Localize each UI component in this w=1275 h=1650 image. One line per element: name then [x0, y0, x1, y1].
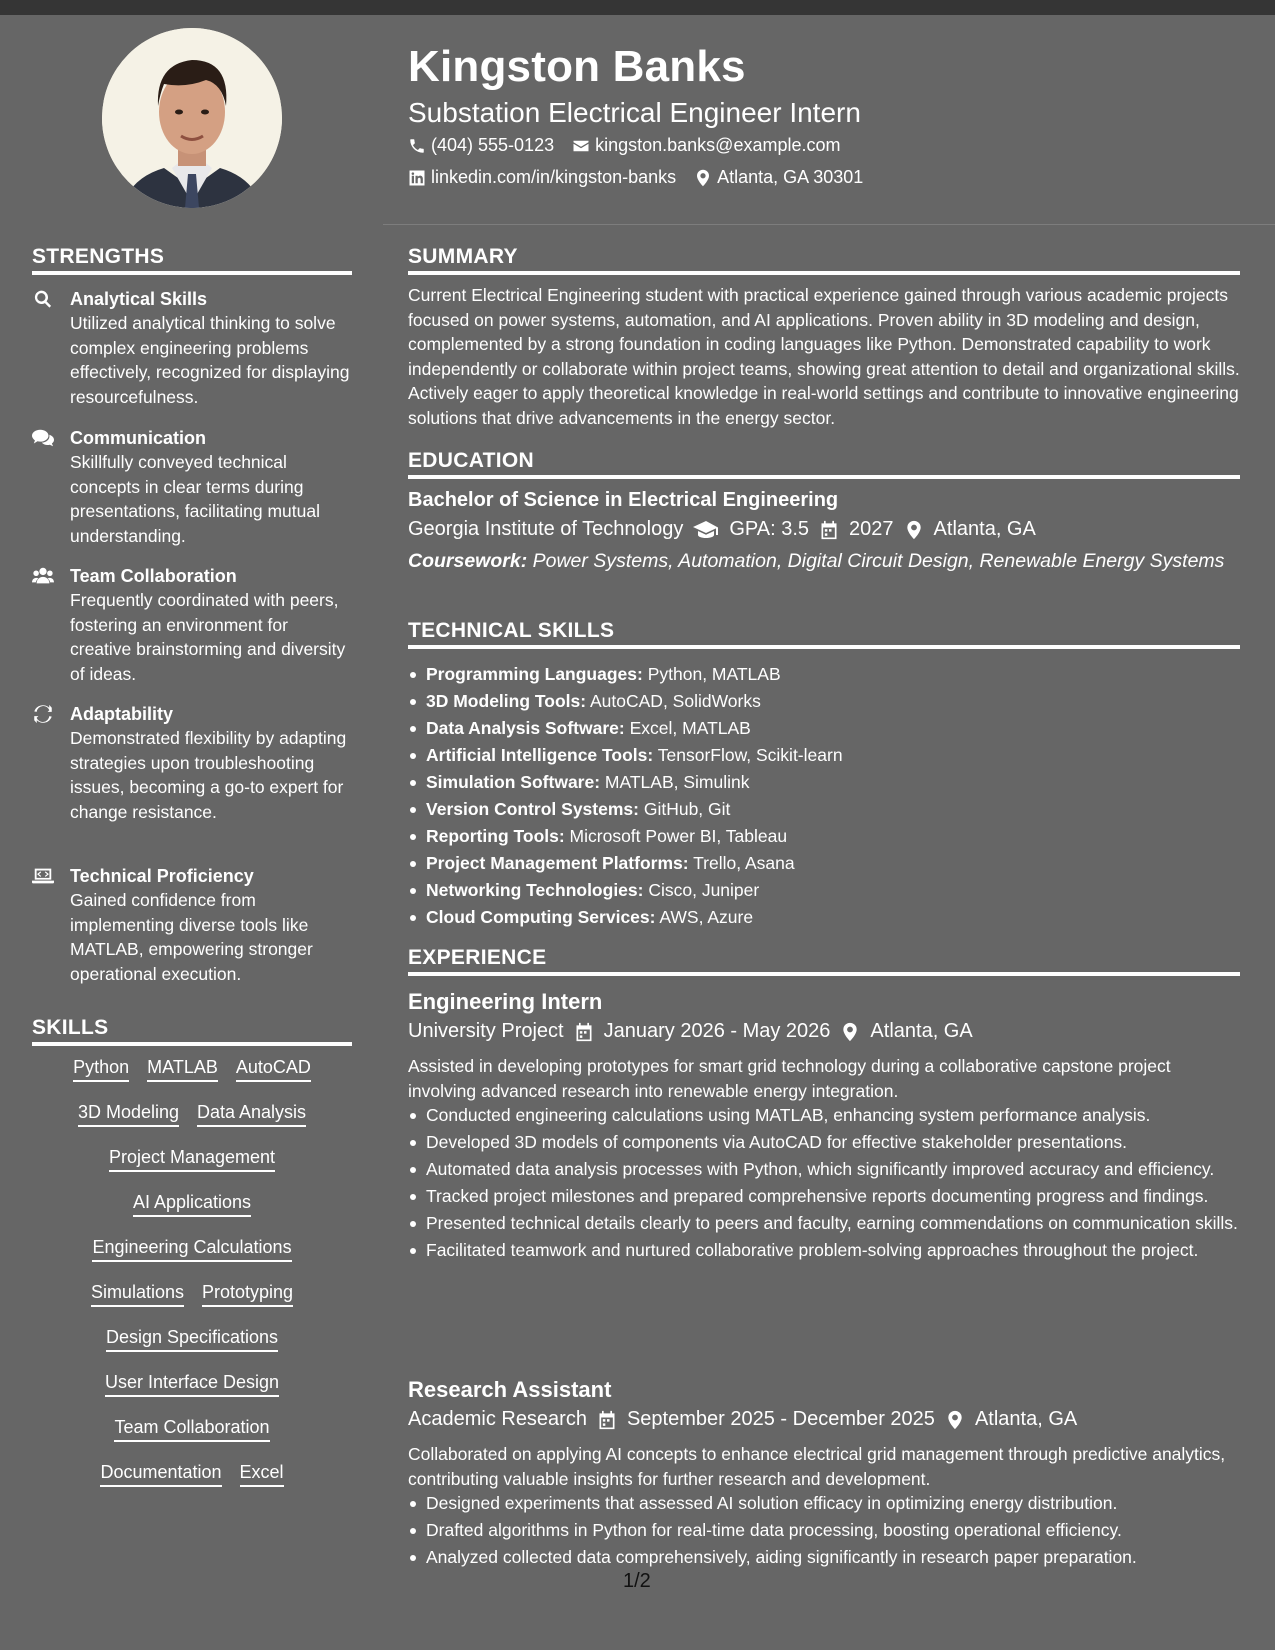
skill-tag: Project Management [109, 1146, 275, 1172]
degree-title: Bachelor of Science in Electrical Engineering [408, 489, 839, 511]
skill-category: Artificial Intelligence Tools: [426, 745, 654, 765]
skill-category: Networking Technologies: [426, 880, 644, 900]
calendar-icon [574, 1022, 594, 1042]
map-marker-icon [945, 1410, 965, 1430]
phone-text: (404) 555-0123 [431, 135, 555, 155]
phone-icon [408, 137, 426, 155]
skill-values: Trello, Asana [688, 853, 795, 873]
skill-values: Cisco, Juniper [643, 880, 760, 900]
contact-row [408, 167, 863, 188]
skill-tag: User Interface Design [105, 1371, 279, 1397]
school-name: Georgia Institute of Technology [408, 518, 684, 540]
list-item: Designed experiments that assessed AI solution efficacy in optimizing energy distribution. [408, 1491, 1240, 1518]
strength-text: Gained confidence from implementing diverse tools like MATLAB, empowering stronger operational execution. [70, 890, 313, 984]
skills-title: SKILLS [32, 1016, 352, 1046]
list-item: Developed 3D models of components via AutoCAD for effective stakeholder presentations. [408, 1130, 1240, 1157]
strength-item [32, 287, 352, 409]
list-item [408, 904, 1240, 931]
location-text: Atlanta, GA 30301 [717, 167, 864, 187]
job-bullets [408, 1491, 1240, 1572]
job-location: Atlanta, GA [870, 1020, 973, 1042]
sync-icon [32, 704, 56, 724]
skill-values: AWS, Azure [655, 907, 754, 927]
skill-tag: Documentation [100, 1461, 221, 1487]
skill-category: Simulation Software: [426, 772, 601, 792]
profile-photo [102, 28, 282, 208]
skill-values: Excel, MATLAB [624, 718, 751, 738]
technical-skills-list [408, 661, 1240, 931]
skill-tag: AutoCAD [236, 1056, 311, 1082]
strength-item [32, 864, 352, 986]
job-org: Academic Research [408, 1408, 587, 1430]
strength-title: Analytical Skills [70, 289, 208, 309]
list-item [408, 850, 1240, 877]
skills-list [32, 1056, 352, 1506]
strengths-title: STRENGTHS [32, 245, 352, 275]
list-item: Drafted algorithms in Python for real-time data processing, boosting operational efficiency. [408, 1518, 1240, 1545]
skill-tag: AI Applications [133, 1191, 251, 1217]
phone-contact[interactable] [408, 135, 554, 156]
gpa-text: GPA: 3.5 [729, 518, 810, 540]
list-item [408, 688, 1240, 715]
job-location: Atlanta, GA [974, 1408, 1078, 1430]
skill-category: 3D Modeling Tools: [426, 691, 587, 711]
skill-tag: Team Collaboration [114, 1416, 269, 1442]
job-title: Research Assistant [408, 1377, 612, 1402]
skill-tag: Simulations [91, 1281, 184, 1307]
coursework-label: Coursework: [408, 550, 528, 572]
strength-title: Team Collaboration [70, 566, 237, 586]
skill-values: AutoCAD, SolidWorks [586, 691, 761, 711]
list-item [408, 877, 1240, 904]
skill-values: Microsoft Power BI, Tableau [564, 826, 788, 846]
graduation-year: 2027 [849, 518, 894, 540]
candidate-name: Kingston Banks [408, 42, 746, 91]
technical-skills-title: TECHNICAL SKILLS [408, 619, 1240, 649]
users-icon [32, 566, 56, 586]
top-bar [0, 0, 1275, 15]
list-item: Automated data analysis processes with Python, which significantly improved accuracy and efficiency. [408, 1157, 1240, 1184]
map-marker-icon [840, 1022, 860, 1042]
skill-category: Project Management Platforms: [426, 853, 689, 873]
calendar-icon [597, 1410, 617, 1430]
summary-title: SUMMARY [408, 245, 1240, 275]
job-bullets [408, 1103, 1240, 1265]
skill-tag: Python [73, 1056, 129, 1082]
contact-row [408, 135, 840, 156]
list-item [408, 823, 1240, 850]
skill-values: GitHub, Git [638, 799, 731, 819]
search-icon [32, 289, 56, 309]
list-item: Conducted engineering calculations using MATLAB, enhancing system performance analysis. [408, 1103, 1240, 1130]
skill-category: Programming Languages: [426, 664, 643, 684]
skill-tag: Data Analysis [197, 1101, 306, 1127]
skill-values: TensorFlow, Scikit-learn [653, 745, 843, 765]
list-item: Tracked project milestones and prepared comprehensive reports documenting progress and findings. [408, 1184, 1240, 1211]
linkedin-text: linkedin.com/in/kingston-banks [431, 167, 677, 187]
strength-item [32, 426, 352, 548]
map-marker-icon [694, 169, 712, 187]
strength-text: Skillfully conveyed technical concepts in clear terms during presentations, facilitating mutual understanding. [70, 452, 320, 546]
skill-tag: Prototyping [202, 1281, 293, 1307]
map-marker-icon [904, 520, 924, 540]
skill-category: Cloud Computing Services: [426, 907, 656, 927]
list-item [408, 796, 1240, 823]
candidate-role: Substation Electrical Engineer Intern [408, 97, 861, 128]
skill-tag: 3D Modeling [78, 1101, 179, 1127]
coursework [408, 549, 1240, 574]
education-title: EDUCATION [408, 449, 1240, 479]
page-number: 1/2 [623, 1570, 651, 1592]
skill-tag: MATLAB [147, 1056, 218, 1082]
education-location: Atlanta, GA [933, 518, 1036, 540]
list-item [408, 661, 1240, 688]
job-meta [408, 1408, 1077, 1431]
linkedin-contact[interactable] [408, 167, 676, 188]
skill-category: Data Analysis Software: [426, 718, 625, 738]
education-meta [408, 518, 1036, 541]
location-contact [694, 167, 863, 188]
strength-text: Frequently coordinated with peers, fostering an environment for creative brainstorming and diversity of ideas. [70, 590, 346, 684]
job-dates: September 2025 - December 2025 [626, 1408, 935, 1430]
skill-category: Reporting Tools: [426, 826, 565, 846]
summary-text: Current Electrical Engineering student with practical experience gained through various academic projects focused on power systems, automation, and AI applications. Proven ability in 3D modeling and design, complemented by a strong foundation in coding languages like Python. Demonstrated capability to work independently or collaborate within project teams, showing great attention to detail and organizational skills. Actively eager to apply theoretical knowledge in real-world settings and contribute to innovative engineering solutions that drive advancements in the energy sector. [408, 285, 1240, 428]
strength-title: Technical Proficiency [70, 866, 254, 886]
strength-text: Demonstrated flexibility by adapting strategies upon troubleshooting issues, becoming a go-to expert for change resistance. [70, 728, 347, 822]
job-org: University Project [408, 1020, 564, 1042]
list-item: Facilitated teamwork and nurtured collaborative problem-solving approaches throughout the project. [408, 1238, 1240, 1265]
skill-category: Version Control Systems: [426, 799, 639, 819]
linkedin-icon [408, 169, 426, 187]
envelope-icon [572, 137, 590, 155]
coursework-text: Power Systems, Automation, Digital Circuit Design, Renewable Energy Systems [527, 550, 1225, 572]
skill-tag: Excel [240, 1461, 284, 1487]
list-item [408, 715, 1240, 742]
skill-values: Python, MATLAB [642, 664, 781, 684]
strength-item [32, 564, 352, 686]
calendar-icon [819, 520, 839, 540]
strength-item [32, 702, 352, 824]
skill-tag: Engineering Calculations [92, 1236, 291, 1262]
skill-tag: Design Specifications [106, 1326, 278, 1352]
strength-title: Communication [70, 428, 207, 448]
laptop-code-icon [32, 866, 56, 886]
job-meta [408, 1020, 973, 1043]
strength-title: Adaptability [70, 704, 174, 724]
strength-text: Utilized analytical thinking to solve complex engineering problems effectively, recognized for displaying resourcefulness. [70, 313, 350, 407]
graduation-cap-icon [693, 520, 719, 540]
email-contact[interactable] [572, 135, 840, 156]
email-text: kingston.banks@example.com [595, 135, 841, 155]
comments-icon [32, 428, 56, 448]
job-description: Collaborated on applying AI concepts to enhance electrical grid management through predictive analytics, contributing valuable insights for further research and development. [408, 1444, 1226, 1489]
job-dates: January 2026 - May 2026 [603, 1020, 831, 1042]
list-item: Analyzed collected data comprehensively, aiding significantly in research paper preparation. [408, 1545, 1240, 1572]
experience-title: EXPERIENCE [408, 946, 1240, 976]
job-title: Engineering Intern [408, 989, 603, 1014]
list-item: Presented technical details clearly to peers and faculty, earning commendations on communication skills. [408, 1211, 1240, 1238]
list-item [408, 742, 1240, 769]
job-description: Assisted in developing prototypes for smart grid technology during a collaborative capstone project involving advanced research into renewable energy integration. [408, 1056, 1171, 1101]
list-item [408, 769, 1240, 796]
header-divider [383, 224, 1275, 225]
skill-values: MATLAB, Simulink [600, 772, 750, 792]
